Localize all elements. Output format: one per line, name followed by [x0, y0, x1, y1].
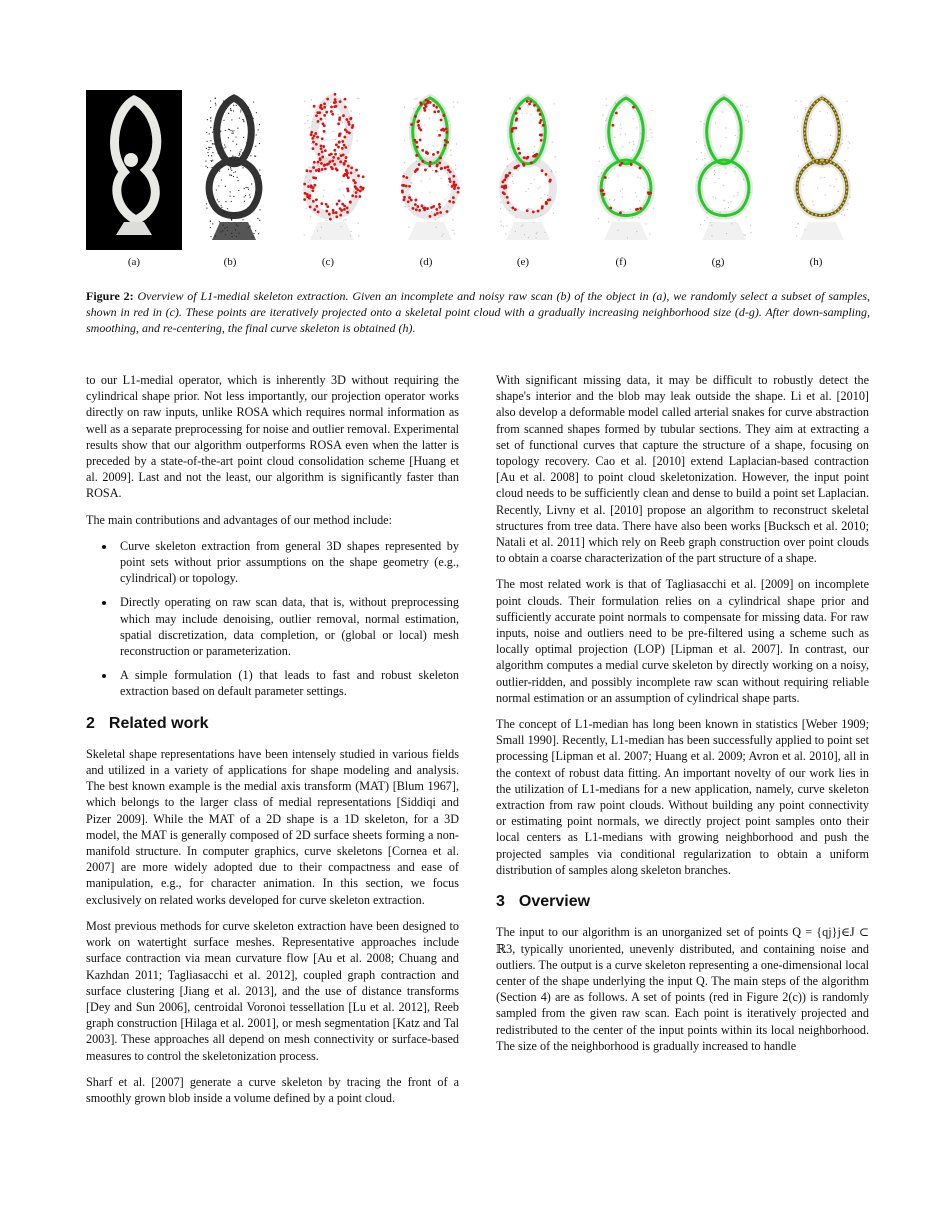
right-column [496, 372, 869, 1064]
section-title: Related work [108, 714, 209, 732]
section-3-heading [496, 894, 869, 910]
panel-label-c: (c) [321, 256, 335, 268]
panel-f-projection [578, 90, 674, 250]
panel-h-final-skeleton [774, 90, 870, 250]
section-number: 2 [86, 714, 95, 732]
panel-b-raw-scan [186, 90, 282, 250]
caption-label: Figure 2: [86, 289, 134, 303]
panel-g-projection [676, 90, 772, 250]
section-2-heading [86, 716, 459, 732]
figure-2 [86, 90, 876, 250]
panel-d-projection [382, 90, 478, 250]
panel-label-d: (d) [419, 256, 433, 268]
panel-label-b: (b) [223, 256, 237, 268]
panel-label-a: (a) [127, 256, 141, 268]
contribution-item: • Curve skeleton extraction from general 3D shapes represented by point sets without prior assumptions on the shape geometry (e.g., cylindrical) or topology. [116, 538, 459, 587]
panel-label-f: (f) [615, 256, 627, 268]
right-paragraph-2: The most related work is that of Tagliasacchi et al. [2009] on incomplete point clouds. Their formulation relies on a cylindrical shape prior and sufficiently accurate point normals to compensate for missing data. For raw inputs, noise and outliers need to be pre-filtered using a scheme such as locally optimal projection (LOP) [Lipman et al. 2007]. In contrast, our algorithm computes a medial curve skeleton by directly working on a noisy, outlier-ridden, and possibly incomplete raw scan without requiring reliable normal estimation or an assumption of cylindrical shape parts. [496, 577, 869, 705]
panel-label-h: (h) [809, 256, 823, 268]
contributions-intro: The main contributions and advantages of our method include: [86, 512, 392, 527]
caption-text: Overview of L1-medial skeleton extraction. Given an incomplete and noisy raw scan (b) of the object in (a), we randomly select a subset of samples, shown in red in (c). These points are iteratively projected onto a skeletal point cloud with a gradually increasing neighborhood size (d-g). After down-sampling, smoothing, and re-centering, the final curve skeleton is obtained (h). [86, 289, 871, 335]
contribution-item: • Directly operating on raw scan data, that is, without preprocessing which may include denoising, outlier removal, normal estimation, spatial discretization, data completion, or (global or local) mesh reconstruction or parameterization. [116, 594, 459, 659]
related-paragraph-3: Sharf et al. [2007] generate a curve skeleton by tracing the front of a smoothly grown blob inside a volume defined by a point cloud. [86, 1074, 459, 1105]
section-title: Overview [518, 893, 591, 911]
right-paragraph-1: With significant missing data, it may be difficult to robustly detect the shape's interior and the blob may leak outside the shape. Li et al. [2010] also develop a deformable model called arterial snakes for curve abstraction from scanned shapes formed by tubular sections. They aim at extracting a set of functional curves that capture the structure of a shape, focusing on topology recovery. Cao et al. [2010] extend Laplacian-based contraction [Au et al. 2008] to point cloud skeletonization. However, the input point cloud needs to be sufficiently clean and dense to build a point set Laplacian. Recently, Livny et al. [2010] propose an algorithm to reconstruct skeletal structures from tree data. There have also been works [Bucksch et al. 2010; Natali et al. 2011] which rely on Reeb graph construction over point clouds to obtain a coarse characterization of the part structure of a shape. [496, 373, 869, 566]
panel-e-projection [480, 90, 576, 250]
panel-label-g: (g) [711, 256, 725, 268]
intro-paragraph: to our L1-medial operator, which is inherently 3D without requiring the cylindrical shape prior. Not less importantly, our projection operator works directly on raw inputs, unlike ROSA which requires normal information as well as a separate preprocessing for noise and outlier removal. Experimental results show that our algorithm outperforms ROSA even when the latter is preceded by a state-of-the-art point cloud consolidation scheme [Huang et al. 2009]. Last and not the least, our algorithm is significantly faster than ROSA. [86, 373, 459, 501]
contributions-list [86, 538, 459, 700]
panel-label-e: (e) [516, 256, 530, 268]
contribution-item: • A simple formulation (1) that leads to fast and robust skeleton extraction based on default parameter settings. [116, 667, 459, 699]
related-paragraph-1: Skeletal shape representations have been intensely studied in various fields and utilized in a variety of applications for shape modeling and analysis. The best known example is the medial axis transform (MAT) [Blum 1967], which belongs to the larger class of medial representations [Siddiqi and Pizer 2009]. While the MAT of a 2D shape is a 1D skeleton, for a 3D model, the MAT is generally composed of 2D surface sheets forming a non-manifold structure. In computer graphics, curve skeletons [Cornea et al. 2007] are more widely adopted due to their compactness and ease of manipulation, e.g., for character animation. In this section, we focus exclusively on related works developed for curve skeleton extraction. [86, 746, 459, 907]
related-paragraph-2: Most previous methods for curve skeleton extraction have been designed to work on watertight surface meshes. Representative approaches include surface contraction via mean curvature flow [Au et al. 2008; Chuang and Kazhdan 2011; Tagliasacchi et al. 2012], coupled graph contraction and surface clustering [Jiang et al. 2013], and the use of distance transforms [Dey and Sun 2006], centroidal Voronoi tessellation [Lu et al. 2012], Reeb graph construction [Hilaga et al. 2001], or mesh segmentation [Katz and Tal 2003]. These approaches all depend on mesh connectivity or surface-based measures to control the skeletonization process. [86, 918, 459, 1063]
figure-caption [86, 288, 870, 336]
right-paragraph-3: The concept of L1-median has long been known in statistics [Weber 1909; Small 1990]. Recently, L1-median has been successfully applied to point set processing [Lipman et al. 2007; Huang et al. 2009; Avron et al. 2010], all in the context of robust data fitting. An important novelty of our work lies in the utilization of L1-medians for a new application, namely, curve skeleton extraction from raw point clouds. Without building any point connectivity or estimating point normals, we directly project point samples onto their local centers as L1-medians with growing neighborhood and push the projected samples via conditional regularization to obtain a uniform distribution of samples along skeleton branches. [496, 717, 869, 877]
panel-c-samples [284, 90, 380, 250]
section-number: 3 [496, 893, 505, 911]
overview-paragraph: The input to our algorithm is an unorganized set of points Q = {qj}j∈J ⊂ ℝ3, typically unoriented, unevenly distributed, and containing noise and outliers. The output is a curve skeleton representing a one-dimensional local center of the shape underlying the input Q. The main steps of the algorithm (Section 4) are as follows. A set of points (red in Figure 2(c)) is randomly sampled from the given raw scan. Each point is iteratively projected and redistributed to the center of the input points within its local neighborhood. The size of the neighborhood is gradually increased to handle [496, 925, 869, 1053]
left-column [86, 372, 459, 1116]
panel-a-photo [86, 90, 182, 250]
